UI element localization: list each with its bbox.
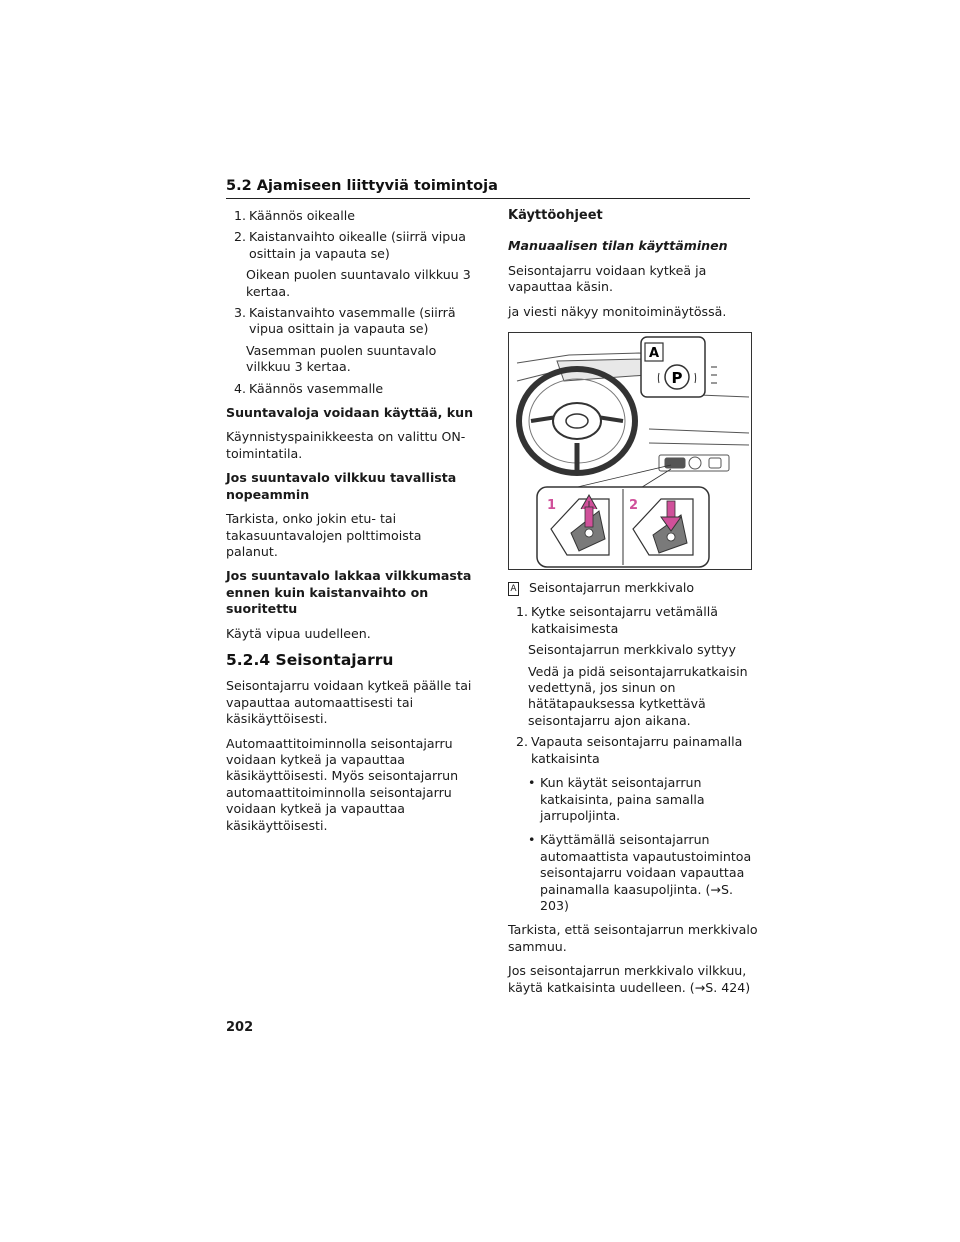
section-title: 5.2.4 Seisontajarru bbox=[226, 650, 394, 669]
subheading-stop: Jos suuntavalo lakkaa vilkkumasta ennen kuin kaistanvaihto on suoritettu bbox=[226, 568, 472, 617]
list-item: 2. Kaistanvaihto oikealle (siirrä vipua osittain ja vapauta se) bbox=[233, 229, 466, 261]
subheading-usage: Käyttöohjeet bbox=[508, 208, 603, 223]
paragraph-manual-1: Seisontajarru voidaan kytkeä ja vapauttaa käsin. bbox=[508, 262, 707, 295]
step-label-2: 2 bbox=[629, 498, 639, 514]
list-item: 2. Vapauta seisontajarru painamalla katkaisinta bbox=[515, 734, 743, 766]
subheading-fast: Jos suuntavalo vilkkuu tavallista nopeammin bbox=[226, 470, 457, 502]
section-header-title: 5.2 Ajamiseen liittyviä toimintoja bbox=[226, 178, 498, 194]
list-item: 4. Käännös vasemmalle bbox=[233, 380, 384, 396]
right-column bbox=[508, 208, 758, 1004]
paragraph-stop: Käytä vipua uudelleen. bbox=[226, 625, 371, 641]
arrow-down-icon bbox=[667, 501, 675, 519]
header-rule bbox=[226, 198, 750, 199]
parking-brake-figure bbox=[508, 332, 752, 570]
list-item-note: Oikean puolen suuntavalo vilkkuu 3 kertaa. bbox=[246, 267, 471, 299]
dashboard-illustration bbox=[509, 333, 751, 569]
list-item: 1. Käännös oikealle bbox=[233, 208, 355, 223]
paragraph-blink: Jos seisontajarrun merkkivalo vilkkuu, käytä katkaisinta uudelleen. (→S. 424) bbox=[508, 963, 751, 995]
list-item-note: Vedä ja pidä seisontajarrukatkaisin vedettynä, jos sinun on hätätapauksessa kytkettävä seisontajarru ajon aikana. bbox=[528, 663, 748, 728]
paragraph-intro-1: Seisontajarru voidaan kytkeä päälle tai vapauttaa automaattisesti tai käsikäyttöisesti. bbox=[226, 678, 472, 727]
legend-letter-box: A bbox=[508, 582, 519, 596]
paragraph-intro-2: Automaattitoiminnolla seisontajarru voidaan kytkeä ja vapauttaa käsikäyttöisesti. Myös seisontajarrun automaattitoiminnolla seisontajarru voidaan kytkeä ja vapauttaa käsikäyttöisesti. bbox=[226, 735, 459, 833]
callout-letter: A bbox=[648, 346, 660, 362]
bullet-item: • Kun käytät seisontajarrun katkaisinta, paina samalla jarrupoljinta. bbox=[528, 775, 705, 823]
list-item-note: Vasemman puolen suuntavalo vilkkuu 3 kertaa. bbox=[246, 342, 437, 375]
list-item: 1. Kytke seisontajarru vetämällä katkaisimesta bbox=[515, 604, 718, 636]
left-column bbox=[226, 208, 474, 842]
paragraph-manual-2: ja viesti näkyy monitoiminäytössä. bbox=[508, 303, 727, 319]
list-item-note: Seisontajarrun merkkivalo syttyy bbox=[528, 642, 736, 658]
subheading-when: Suuntavaloja voidaan käyttää, kun bbox=[226, 405, 474, 421]
steering-wheel bbox=[519, 369, 635, 473]
parking-brake-switch-detail bbox=[537, 487, 709, 567]
subheading-manual: Manuaalisen tilan käyttäminen bbox=[508, 238, 728, 254]
bullet-item: • Käyttämällä seisontajarrun automaattista vapautustoimintoa seisontajarru voidaan vapauttaa painamalla kaasupoljinta. (→S. 203) bbox=[528, 832, 752, 913]
paragraph-check: Tarkista, että seisontajarrun merkkivalo sammuu. bbox=[508, 922, 758, 954]
brake-steps-list bbox=[508, 604, 758, 767]
step-label-1: 1 bbox=[547, 498, 557, 514]
figure-legend: A Seisontajarrun merkkivalo bbox=[508, 580, 758, 596]
paragraph-when: Käynnistyspainikkeesta on valittu ON-toimintatila. bbox=[226, 429, 466, 461]
parking-brake-indicator-icon: P bbox=[671, 369, 683, 388]
page-number: 202 bbox=[226, 1020, 254, 1035]
list-item: 3. Kaistanvaihto vasemmalle (siirrä vipua osittain ja vapauta se) bbox=[233, 305, 456, 337]
parking-brake-callout bbox=[641, 337, 717, 397]
paragraph-fast: Tarkista, onko jokin etu- tai takasuuntavalojen polttimoista palanut. bbox=[226, 511, 422, 559]
turn-steps-list bbox=[226, 208, 474, 397]
page-header bbox=[226, 178, 750, 199]
